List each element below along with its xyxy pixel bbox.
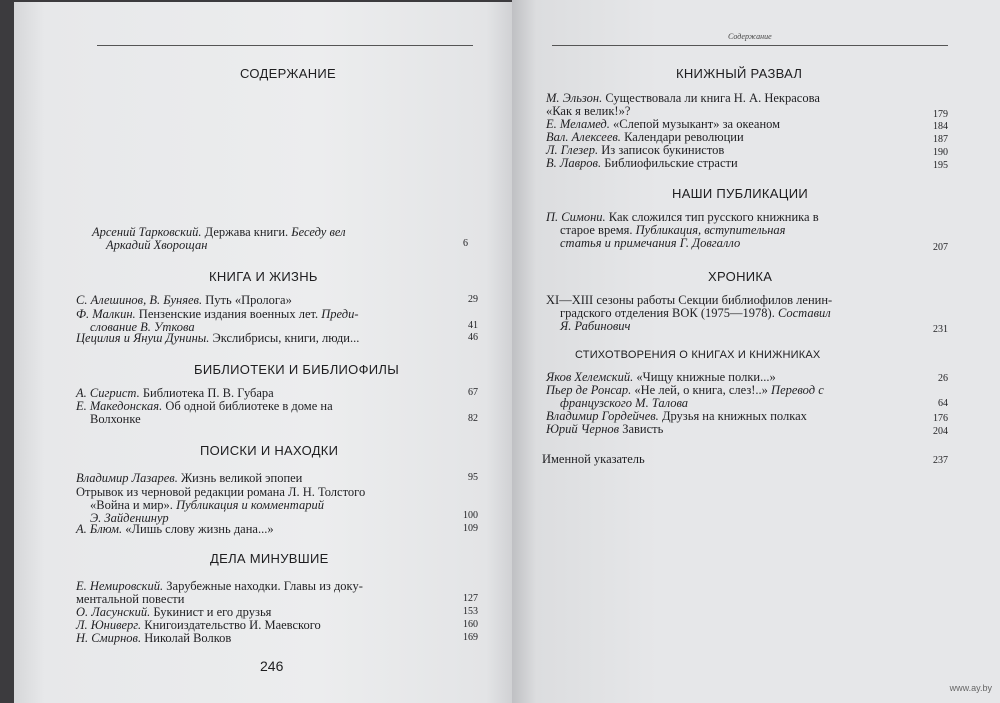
entry-author: Арсений Тарковский. [92, 225, 202, 239]
toc-entry-line [546, 423, 663, 436]
entry-page-number: 29 [468, 294, 478, 305]
entry-title: ментальной повести [76, 592, 185, 606]
entry-credit: Преди- [321, 307, 359, 321]
entry-credit: слование В. Уткова [90, 320, 195, 334]
entry-page-number: 176 [933, 413, 948, 424]
entry-author: Е. Немировский. [76, 579, 164, 593]
entry-page-number: 187 [933, 134, 948, 145]
section-heading: СТИХОТВОРЕНИЯ О КНИГАХ И КНИЖНИКАХ [575, 349, 821, 361]
section-heading: НАШИ ПУБЛИКАЦИИ [672, 186, 808, 201]
entry-credit: Беседу вел [291, 225, 346, 239]
top-rule [552, 45, 948, 46]
entry-title: XI—XIII сезоны работы Секции библиофилов ленин- [546, 293, 833, 307]
entry-title: Об одной библиотеке в доме на [162, 399, 333, 413]
entry-title: Букинист и его друзья [150, 605, 272, 619]
entry-page-number: 100 [463, 510, 478, 521]
entry-title: Экслибрисы, книги, люди... [209, 331, 360, 345]
entry-page-number: 95 [468, 472, 478, 483]
entry-credit: статья и примечания Г. Довгалло [560, 236, 741, 250]
page-number: 246 [260, 658, 284, 674]
entry-page-number: 207 [933, 242, 948, 253]
entry-page-number: 237 [933, 455, 948, 466]
section-heading: ПОИСКИ И НАХОДКИ [200, 443, 339, 458]
entry-title: Отрывок из черновой редакции романа Л. Н. Толстого [76, 485, 366, 499]
entry-page-number: 127 [463, 593, 478, 604]
entry-page-number: 190 [933, 147, 948, 158]
left-page [14, 2, 522, 703]
toc-entry-line [76, 632, 231, 645]
entry-title: Жизнь великой эпопеи [177, 471, 303, 485]
entry-page-number: 46 [468, 332, 478, 343]
entry-author: П. Симони. [546, 210, 606, 224]
entry-page-number: 184 [933, 121, 948, 132]
entry-title: Держава книги. [201, 225, 292, 239]
entry-title: «Не лей, о книга, слез!..» [631, 383, 772, 397]
entry-title: Волхонке [90, 412, 141, 426]
entry-author: А. Сигрист. [76, 386, 140, 400]
entry-title: Библиотека П. В. Губара [139, 386, 274, 400]
entry-title: «Война и мир». [90, 498, 177, 512]
entry-title: Библиофильские страсти [601, 156, 738, 170]
entry-title: Зарубежные находки. Главы из доку- [163, 579, 363, 593]
entry-author: Л. Глезер. [546, 143, 599, 157]
entry-title: «Лишь слову жизнь дана...» [122, 522, 274, 536]
entry-author: Е. Меламед. [546, 117, 610, 131]
entry-credit: французского М. Талова [560, 396, 689, 410]
entry-author: Яков Хелемский. [546, 370, 634, 384]
entry-author: Л. Юниверг. [76, 618, 142, 632]
entry-title: Календари революции [620, 130, 744, 144]
entry-credit: Публикация, вступительная [635, 223, 786, 237]
toc-entry-line [90, 413, 141, 426]
toc-entry-line [76, 523, 274, 536]
entry-author: В. Лавров. [546, 156, 602, 170]
entry-author: Владимир Гордейчев. [546, 409, 659, 423]
entry-author: Е. Македонская. [76, 399, 163, 413]
toc-entry-line [546, 157, 738, 170]
entry-author: Н. Смирнов. [76, 631, 142, 645]
toc-entry-line [76, 472, 302, 485]
entry-title: Пензенские издания военных лет. [135, 307, 322, 321]
entry-page-number: 67 [468, 387, 478, 398]
entry-page-number: 160 [463, 619, 478, 630]
entry-title: «Как я велик!»? [546, 104, 631, 118]
entry-title: Как сложился тип русского книжника в [605, 210, 819, 224]
section-heading: БИБЛИОТЕКИ И БИБЛИОФИЛЫ [194, 362, 400, 377]
entry-title: Книгоиздательство И. Маевского [141, 618, 321, 632]
entry-title: «Чищу книжные полки...» [633, 370, 776, 384]
toc-entry-line [106, 239, 207, 252]
entry-author: М. Эльзон. [546, 91, 603, 105]
entry-page-number: 204 [933, 426, 948, 437]
entry-title: градского отделения ВОК (1975—1978). [560, 306, 778, 320]
entry-author: Пьер де Ронсар. [546, 383, 632, 397]
entry-page-number: 179 [933, 109, 948, 120]
entry-credit: Э. Зайденшнур [90, 511, 169, 525]
toc-entry-line [560, 320, 631, 333]
entry-author: Юрий Чернов [546, 422, 620, 436]
entry-credit: Публикация и комментарий [176, 498, 324, 512]
entry-author: Ф. Малкин. [76, 307, 136, 321]
entry-author: Аркадий Хворощан [106, 238, 208, 252]
entry-title: Путь «Пролога» [202, 293, 292, 307]
entry-author: Цецилия и Януш Дунины. [76, 331, 210, 345]
entry-title: Существовала ли книга Н. А. Некрасова [602, 91, 820, 105]
section-heading: ХРОНИКА [708, 269, 773, 284]
entry-page-number: 82 [468, 413, 478, 424]
entry-page-number: 6 [463, 238, 468, 249]
entry-page-number: 231 [933, 324, 948, 335]
entry-credit: Перевод с [771, 383, 824, 397]
entry-credit: Я. Рабинович [560, 319, 631, 333]
entry-title: Друзья на книжных полках [658, 409, 807, 423]
entry-author: Вал. Алексеев. [546, 130, 621, 144]
entry-page-number: 64 [938, 398, 948, 409]
index-label: Именной указатель [542, 452, 645, 466]
entry-author: А. Блюм. [76, 522, 123, 536]
entry-page-number: 195 [933, 160, 948, 171]
watermark: www.ay.by [949, 683, 992, 693]
toc-entry-line [76, 294, 292, 307]
entry-title: Николай Волков [141, 631, 232, 645]
page-title: СОДЕРЖАНИЕ [240, 66, 337, 81]
running-head: Содержание [728, 32, 772, 41]
entry-page-number: 169 [463, 632, 478, 643]
entry-title: «Слепой музыкант» за океаном [609, 117, 781, 131]
entry-credit: Составил [777, 306, 831, 320]
entry-page-number: 26 [938, 373, 948, 384]
entry-page-number: 109 [463, 523, 478, 534]
entry-title: Из записок букинистов [598, 143, 725, 157]
section-heading: КНИГА И ЖИЗНЬ [209, 269, 318, 284]
entry-title: Зависть [619, 422, 664, 436]
right-page [512, 0, 1000, 703]
top-rule [97, 45, 473, 46]
section-heading: ДЕЛА МИНУВШИЕ [210, 551, 329, 566]
entry-author: О. Ласунский. [76, 605, 151, 619]
entry-author: Владимир Лазарев. [76, 471, 178, 485]
entry-title: старое время. [560, 223, 636, 237]
entry-page-number: 41 [468, 320, 478, 331]
toc-entry-line [560, 237, 740, 250]
entry-author: С. Алешинов, В. Буняев. [76, 293, 203, 307]
toc-entry-line [76, 332, 359, 345]
section-heading: КНИЖНЫЙ РАЗВАЛ [676, 66, 803, 81]
entry-page-number: 153 [463, 606, 478, 617]
